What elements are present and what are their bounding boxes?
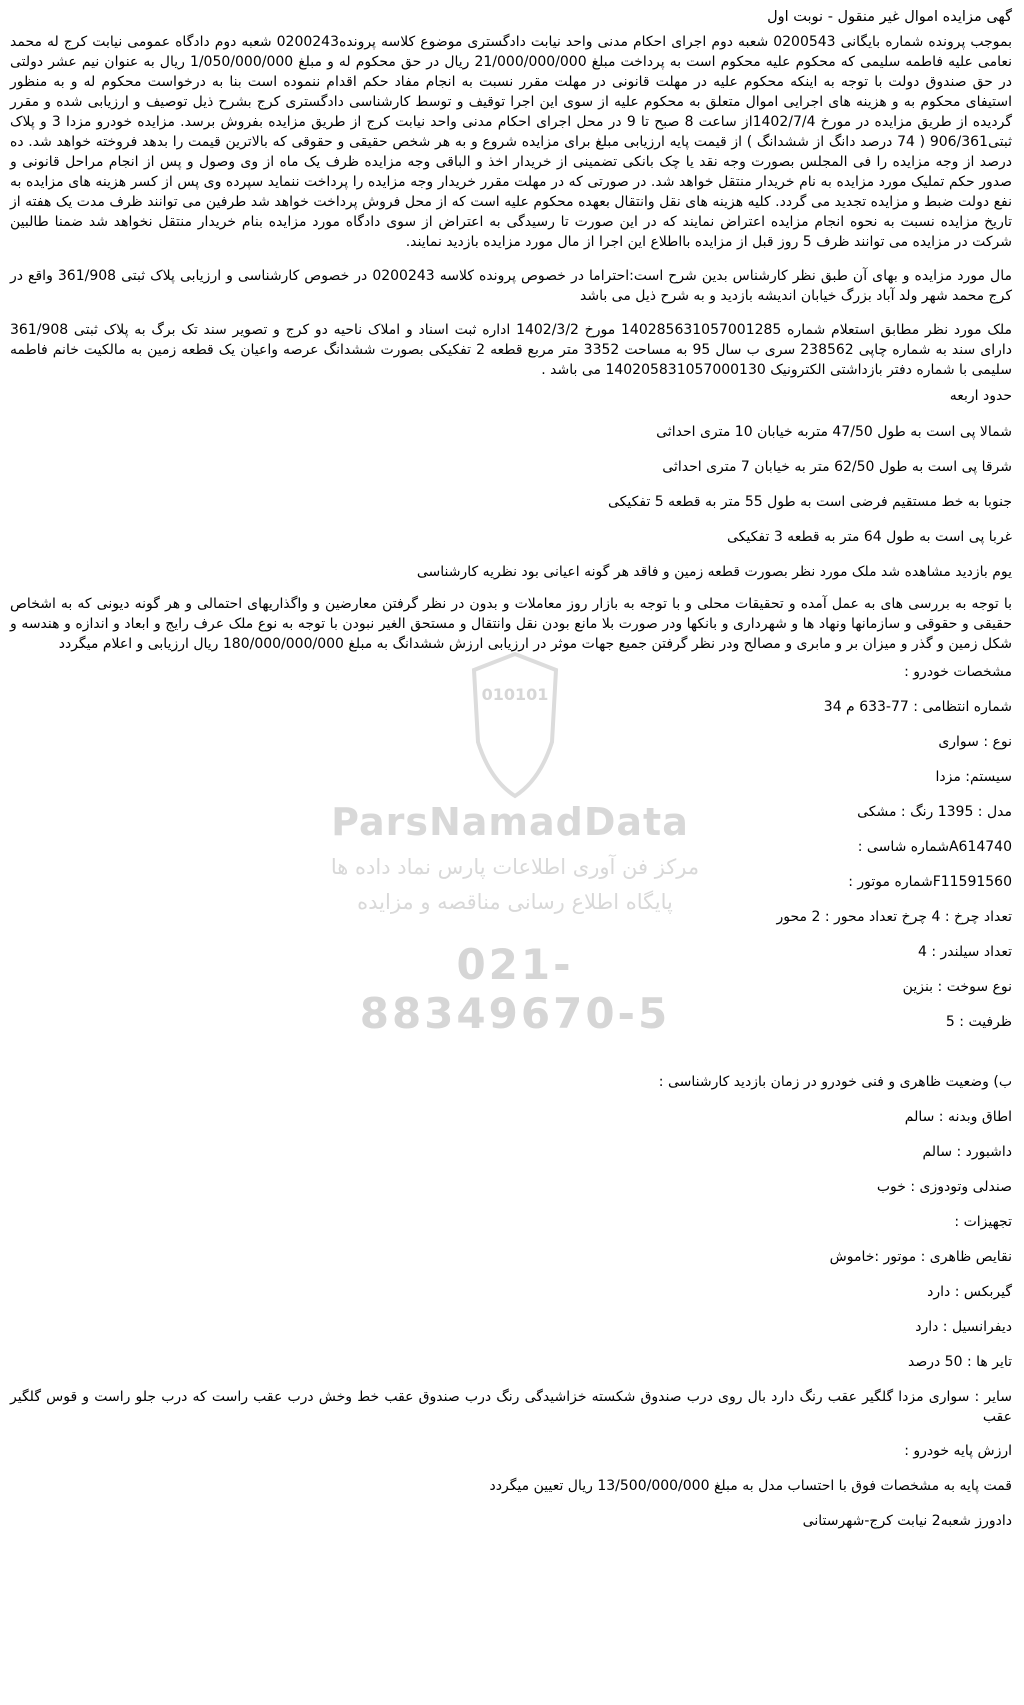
signature: دادورز شعبه2 نیابت کرج-شهرستانی [802, 1513, 1012, 1529]
vehicle-condition [10, 1072, 1012, 1372]
base-value-title: ارزش پایه خودرو : [904, 1443, 1012, 1459]
vehicle-specs-title: مشخصات خودرو : [904, 664, 1012, 680]
border-west: غربا پی است به طول 64 متر به قطعه 3 تفکیکی [727, 529, 1012, 545]
watermark-brand: ParsNamadData [331, 800, 689, 844]
spec-system: سیستم: مزدا [935, 769, 1012, 785]
condition-body: اطاق وبدنه : سالم [904, 1109, 1012, 1125]
condition-differential: دیفرانسیل : دارد [915, 1319, 1012, 1335]
valuation-paragraph: با توجه به بررسی های به عمل آمده و تحقیقات محلی و با توجه به بازار روز معاملات و بدون در نظر گرفتن معارضین و واگذاریهای احتمالی و هر گونه دیونی که به اشخاص حقیقی و حقوقی و سازمانها ونهاد ها و شهرداری و بانکها ودر صورت بلا مانع بودن نقل وانتقال و مستحق الغیر نبودن با توجه به نوع ملک عرف رایج و ابعاد و اندازه و هندسه و شکل زمین و گذر و میزان بر و مابری و مصالح ودر نظر گرفتن جمیع جهات موثر در ارزیابی ارزش ششدانگ به مبلغ 180/000/000/000 ریال ارزیابی و اعلام میگردد [10, 596, 1012, 652]
spec-cylinders: تعداد سیلندر : 4 [917, 944, 1012, 960]
condition-dashboard: داشبورد : سالم [922, 1144, 1012, 1160]
notice-title: گهی مزایده اموال غیر منقول - نوبت اول [767, 9, 1012, 25]
base-value-text: قمت پایه به مشخصات فوق با احتساب مدل به مبلغ 13/500/000/000 ریال تعیین میگردد [489, 1478, 1012, 1494]
border-east: شرقا پی است به طول 62/50 متر به خیابان 7 متری احداثی [662, 459, 1012, 475]
spec-model-color: مدل : 1395 رنگ : مشکی [857, 804, 1012, 820]
other-notes: سایر : سواری مزدا گلگیر عقب رنگ دارد بال روی درب صندوق شکسته خزاشیدگی رنگ درب صندوق عقب خط وخش درب عقب راست که درب جلو راست و قوس گلگیر عقب [10, 1389, 1012, 1425]
spec-type: نوع : سواری [938, 734, 1012, 750]
property-description: ملک مورد نظر مطابق استعلام شماره 140285631057001285 مورخ 1402/3/2 اداره ثبت اسناد و املاک ناحیه دو کرج و تصویر سند تک برگ به پلاک ثبتی 361/908 دارای سند به شماره چاپی 238562 سری ب سال 95 به مساحت 3352 متر مربع قطعه 2 تفکیکی بصورت ششدانگ عرصه واعیان یک قطعه زمین به مالکیت خانم فاطمه سلیمی با شماره دفتر بازداشتی الکترونیک 140205831057000130 می باشد . [10, 322, 1013, 378]
visit-note: یوم بازدید مشاهده شد ملک مورد نظر بصورت قطعه زمین و فاقد هر گونه اعیانی بود نظریه کارشناسی [416, 564, 1012, 580]
intro-paragraph: بموجب پرونده شماره بایگانی 0200543 شعبه دوم اجرای احکام مدنی واحد نیابت دادگستری موضوع کلاسه پرونده0200243 شعبه دوم دادگاه عمومی نیابت کرج له محمد نعامی علیه فاطمه سلیمی که محکوم علیه محکوم است به پرداخت مبلغ 21/000/000/000 ریال در حق محکوم له و مبلغ 1/050/000/000 ریال به عنوان نیم عشر دولتی در حق صندوق دولت با توجه به اینکه محکوم علیه در مهلت قانونی در مهلت مقرر نسبت به انجام مفاد حکم اقدام ننموده است بنا به درخواست محکوم له و به منظور استیفای محکوم به و هزینه های اجرایی اموال متعلق به محکوم علیه از سوی این اجرا توقیف و توسط کارشناسی دادگستری کرج بشرح ذیل توصیف و ارزیابی شده و مقرر گردیده از طریق مزایده در مورخ 1402/7/4از ساعت 8 صبح تا 9 در محل اجرای احکام مدنی واحد نیابت کرج از طریق مزایده بفروش برسد. مزایده خودرو مزدا 3 و پلاک ثبتی906/361 ( 74 درصد دانگ از ششدانگ ) از قیمت پایه ارزیابی مبلغ برای مزایده شروع و به هر شخص حقیقی و حقوقی که بالاترین قیمت را بدهد فروخته خواهد شد. ده درصد از وجه مزایده را فی المجلس بصورت وجه نقد یا چک بانکی تضمینی از خریدار اخذ و الباقی وجه مزایده ظرف یک ماه از وی وصول و پس از انجام مراحل قانونی و صدور حکم تملیک مورد مزایده به نام خریدار منتقل خواهد شد. در صورتی که در مهلت مقرر خریدار وجه مزایده را پرداخت ننماید سپرده وی پس از کسر هزینه های مزایده به نفع دولت ضبط و مزایده تجدید می گردد. کلیه هزینه های نقل وانتقال بعهده محکوم علیه است که از محل فروش پرداخت خواهد شد طرفین می توانند ظرف مدت یک هفته از تاریخ مزایده نسبت به نحوه انجام مزایده اعتراض نمایند که در این صورت تا رسیدگی به اعتراض از سوی دادگاه مورد مزایده بنام خریدار منتقل نخواهد شد ضمنا طالبین شرکت در مزایده می توانند ظرف 5 روز قبل از مزایده بااطلاع این اجرا از مال مورد مزایده بازدید نمایند. [10, 34, 1013, 250]
spec-fuel: نوع سوخت : بنزین [902, 979, 1012, 995]
spec-plate: شماره انتظامی : 77-633 م 34 [823, 699, 1012, 715]
spec-wheels-axles: تعداد چرخ : 4 چرخ تعداد محور : 2 محور [776, 909, 1012, 925]
borders-title: حدود اربعه [949, 388, 1012, 404]
auction-notice [10, 6, 1012, 1546]
spec-capacity: ظرفیت : 5 [945, 1014, 1012, 1030]
spec-engine: F11591560شماره موتور : [848, 874, 1012, 890]
border-south: جنوبا به خط مستقیم فرضی است به طول 55 متر به قطعه 5 تفکیکی [608, 494, 1012, 510]
watermark-line-2: پایگاه اطلاع رسانی مناقصه و مزایده [357, 890, 673, 914]
watermark-line-1: مرکز فن آوری اطلاعات پارس نماد داده ها [330, 855, 700, 879]
condition-seats: صندلی وتودوزی : خوب [876, 1179, 1012, 1195]
expert-intro-paragraph: مال مورد مزایده و بهای آن طبق نظر کارشناس بدین شرح است:احتراما در خصوص پرونده کلاسه 0200243 در خصوص کارشناسی و ارزیابی پلاک ثبتی 361/908 واقع در کرج محمد شهر ولد آباد بزرگ خیابان اندیشه بازدید و به شرح ذیل می باشد [10, 268, 1012, 304]
border-north: شمالا پی است به طول 47/50 متربه خیابان 10 متری احداثی [656, 424, 1012, 440]
condition-title: ب) وضعیت ظاهری و فنی خودرو در زمان بازدید کارشناسی : [658, 1074, 1012, 1090]
watermark-phone: 021-88349670-5 [359, 940, 671, 1038]
condition-equipment: تجهیزات : [954, 1214, 1012, 1230]
spec-chassis: A614740شماره شاسی : [857, 839, 1012, 855]
condition-defects: نقایص ظاهری : موتور :خاموش [829, 1249, 1012, 1265]
condition-tires: تایر ها : 50 درصد [907, 1354, 1012, 1370]
vehicle-specs [10, 662, 1012, 1032]
watermark-logo-text: 010101 [481, 685, 549, 704]
condition-gearbox: گیربکس : دارد [927, 1284, 1012, 1300]
